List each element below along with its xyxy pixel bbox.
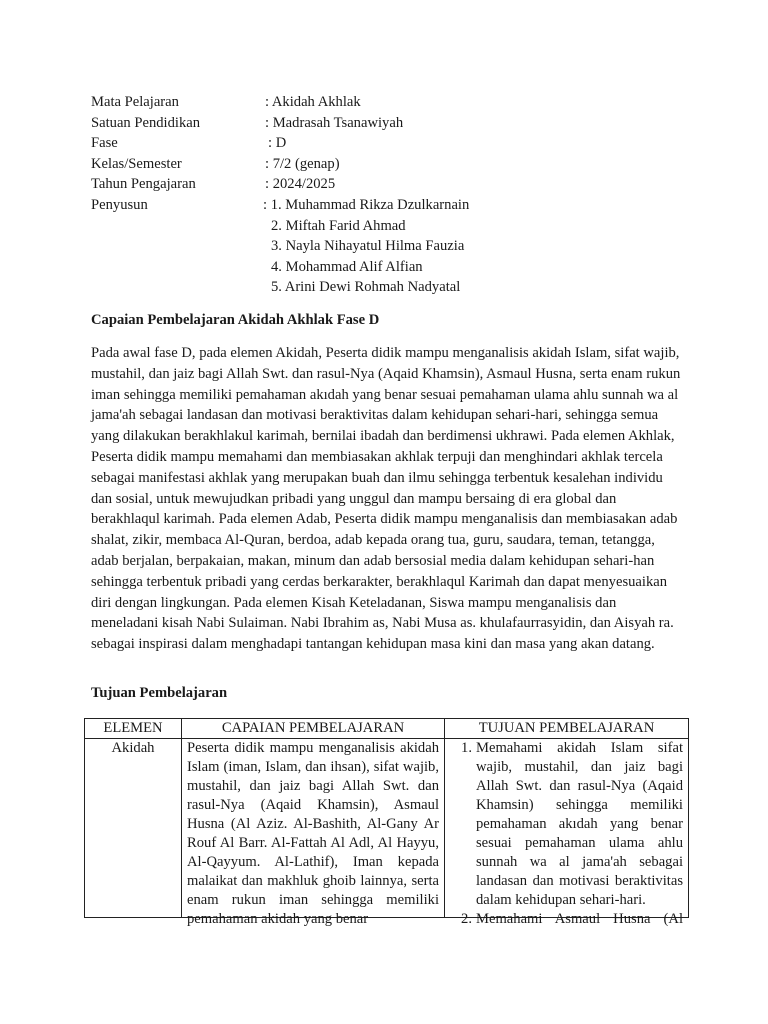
phase-label: Fase xyxy=(91,135,118,152)
subject-row xyxy=(91,92,691,113)
author-2: 2. Miftah Farid Ahmad xyxy=(271,217,406,234)
list-item xyxy=(450,910,683,929)
year-row xyxy=(91,174,691,195)
capaian-text: Peserta didik mampu menganalisis akidah Islam (iman, Islam, dan ihsan), sifat wajib, mustahil, dan jaiz bagi Allah Swt. dan rasul-Nya (Aqaid Khamsin), Asmaul Husna (Al Aziz. Al-Bashith, Al-Gany Ar Rouf Al Barr. Al-Fattah Al Adl, Al Hayyu, Al-Qayyum. Al-Lathif), Iman kepada malaikat dan makhluk ghoib lainnya, serta enam rukun iman sehingga memiliki pemahaman akidah yang benar xyxy=(187,740,439,927)
phase-value: : D xyxy=(268,135,287,152)
tujuan-list xyxy=(450,739,683,929)
list-number: 2. xyxy=(461,911,472,927)
module-info xyxy=(91,92,691,298)
cell-elemen xyxy=(85,739,182,918)
list-item xyxy=(450,739,683,910)
elemen-text: Akidah xyxy=(111,740,155,756)
class-label: Kelas/Semester xyxy=(91,155,182,172)
author-label: Penyusun xyxy=(91,196,148,213)
author-row xyxy=(91,195,691,216)
unit-label: Satuan Pendidikan xyxy=(91,114,201,131)
author-5: 5. Arini Dewi Rohmah Nadyatal xyxy=(271,279,461,296)
subject-label: Mata Pelajaran xyxy=(91,94,179,110)
list-text: Memahami Asmaul Husna (Al xyxy=(476,911,683,927)
year-label: Tahun Pengajaran xyxy=(91,176,196,193)
class-row xyxy=(91,154,691,175)
cell-capaian xyxy=(182,739,445,927)
author-4: 4. Mohammad Alif Alfian xyxy=(271,258,423,275)
header-capaian: CAPAIAN PEMBELAJARAN xyxy=(182,719,445,739)
year-value: : 2024/2025 xyxy=(265,176,336,193)
tp-heading: Tujuan Pembelajaran xyxy=(91,685,228,701)
unit-row xyxy=(91,113,691,134)
table-row xyxy=(85,739,689,918)
table-header-row xyxy=(85,719,689,739)
author-3: 3. Nayla Nihayatul Hilma Fauzia xyxy=(271,238,465,255)
unit-value: : Madrasah Tsanawiyah xyxy=(265,114,404,131)
cp-paragraph: Pada awal fase D, pada elemen Akidah, Peserta didik mampu menganalisis akidah Islam, sifat wajib, mustahil, dan jaiz bagi Allah Swt. dan rasul-Nya (Aqaid Khamsin), Asmaul Husna, serta enam rukun iman sehingga memiliki pemahaman akıdah yang benar sesuai pemahaman ulama ahlu sunnah wa al jama'ah sebagai landasan dan motivasi beraktivitas dalam kehidupan sehari-hari, sehingga semua yang dilakukan berakhlakul karimah, bernilai ibadah dan berdimensi ukhrawi. Pada elemen Akhlak, Peserta didik mampu memahami dan membiasakan akhlak terpuji dan menghindari akhlak tercela sebagai manifestasi akhlak yang merupakan buah dan ilmu sehingga terbentuk kesalehan individu dan sosial, untuk mewujudkan pribadi yang unggul dan mampu bersaing di era global dan berakhlaqul karimah. Pada elemen Adab, Peserta didik mampu menganalisis dan membiasakan adab shalat, zikir, membaca Al-Quran, berdoa, adab kepada orang tua, guru, saudara, teman, tetangga, adab berjalan, berpakaian, makan, minum dan adab bersosial media dalam kehidupan sehari-han sehingga terbentuk pribadi yang cerdas berkarakter, berakhlaqul Karimah dan dapat menyesuaikan diri dengan lingkungan. Pada elemen Kisah Keteladanan, Siswa mampu menganalisis dan meneladani kisah Nabi Sulaiman. Nabi Ibrahim as, Nabi Musa as. khulafaurrasyidin, dan Aisyah ra. sebagai inspirasi dalam menghadapi tantangan kehidupan masa kini dan masa yang akan datang. xyxy=(91,345,681,653)
cell-tujuan xyxy=(445,739,689,927)
cp-heading: Capaian Pembelajaran Akidah Akhlak Fase D xyxy=(91,312,380,328)
phase-row xyxy=(91,133,691,154)
header-elemen: ELEMEN xyxy=(85,719,182,739)
list-number: 1. xyxy=(461,740,472,756)
tp-table xyxy=(84,718,689,927)
subject-value: : Akidah Akhlak xyxy=(265,94,361,110)
header-tujuan: TUJUAN PEMBELAJARAN xyxy=(445,719,689,739)
class-value: : 7/2 (genap) xyxy=(265,155,340,172)
list-text: Memahami akidah Islam sifat wajib, mustahil, dan jaiz bagi Allah Swt. dan rasul-Nya (Aqaid Khamsin) sehingga memiliki pemahaman akıdah yang benar sesuai pemahaman ulama ahlu sunnah wa al jama'ah sebagai landasan dan motivasi beraktivitas dalam kehidupan sehari-hari. xyxy=(476,740,683,908)
author-1: : 1. Muhammad Rikza Dzulkarnain xyxy=(263,196,470,213)
